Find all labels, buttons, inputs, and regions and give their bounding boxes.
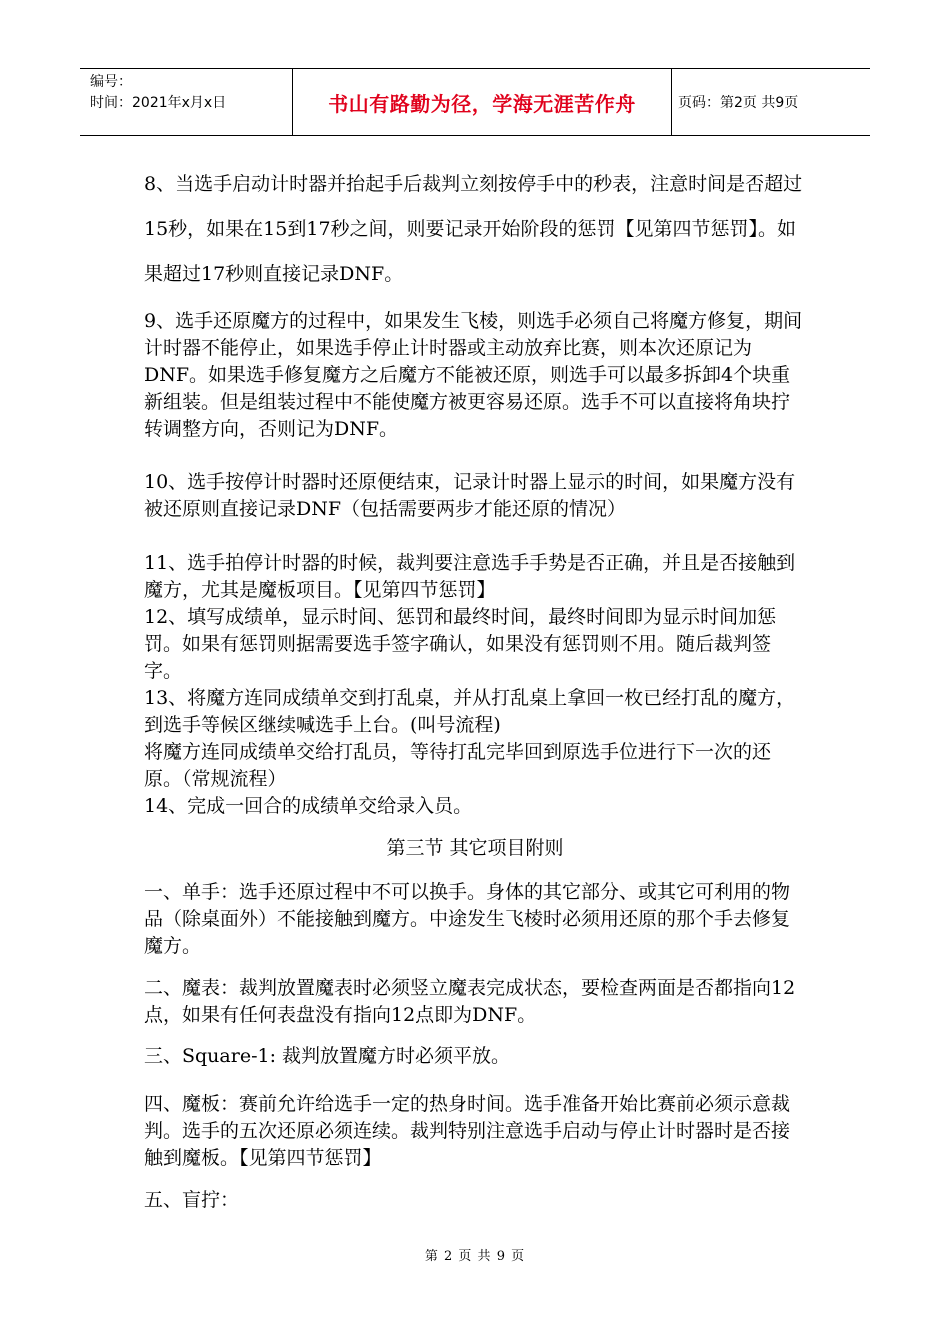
header-page-info: 页码：第2页 共9页 bbox=[678, 95, 799, 111]
rule-magic: 四、魔板：赛前允许给选手一定的热身时间。选手准备开始比赛前必须示意裁判。选手的五次还原必须连续。裁判特别注意选手启动与停止计时器时是否接触到魔板。【见第四节惩罚】 bbox=[144, 1093, 791, 1169]
paragraph-10: 10、选手按停计时器时还原便结束，记录计时器上显示的时间，如果魔方没有被还原则直接记录DNF（包括需要两步才能还原的情况） bbox=[144, 471, 796, 520]
header-meta bbox=[80, 69, 293, 135]
header-motto: 书山有路勤为径，学海无涯苦作舟 bbox=[293, 69, 672, 135]
rule-blindfolded: 五、盲拧： bbox=[144, 1189, 240, 1211]
page-header bbox=[80, 68, 870, 136]
paragraph-12: 12、填写成绩单，显示时间、惩罚和最终时间，最终时间即为显示时间加惩罚。如果有惩罚则据需要选手签字确认，如果没有惩罚则不用。随后裁判签字。 bbox=[144, 606, 777, 682]
rule-clock: 二、魔表：裁判放置魔表时必须竖立魔表完成状态，要检查两面是否都指向12点，如果有任何表盘没有指向12点即为DNF。 bbox=[144, 977, 796, 1026]
paragraph-9: 9、选手还原魔方的过程中，如果发生飞棱，则选手必须自己将魔方修复，期间计时器不能停止，如果选手停止计时器或主动放弃比赛，则本次还原记为DNF。如果选手修复魔方之后魔方不能被还原，则选手可以最多拆卸4个块重新组装。但是组装过程中不能使魔方被更容易还原。选手不可以直接将角块拧转调整方向，否则记为DNF。 bbox=[144, 310, 803, 440]
time-label: 时间：2021年x月x日 bbox=[90, 95, 227, 111]
rule-square1: 三、Square-1: 裁判放置魔方时必须平放。 bbox=[144, 1045, 511, 1067]
paragraph-11: 11、选手拍停计时器的时候，裁判要注意选手手势是否正确，并且是否接触到魔方，尤其是魔板项目。【见第四节惩罚】 bbox=[144, 552, 796, 601]
page-footer: 第 2 页 共 9 页 bbox=[424, 1249, 526, 1264]
paragraph-13-alt: 将魔方连同成绩单交给打乱员，等待打乱完毕回到原选手位进行下一次的还原。（常规流程） bbox=[144, 741, 772, 790]
number-label: 编号： bbox=[90, 74, 132, 90]
paragraph-8: 8、当选手启动计时器并抬起手后裁判立刻按停手中的秒表，注意时间是否超过15秒，如果在15到17秒之间，则要记录开始阶段的惩罚【见第四节惩罚】。如果超过17秒则直接记录DNF。 bbox=[144, 173, 803, 285]
rule-one-handed: 一、单手：选手还原过程中不可以换手。身体的其它部分、或其它可利用的物品（除桌面外）不能接触到魔方。中途发生飞棱时必须用还原的那个手去修复魔方。 bbox=[144, 881, 791, 957]
paragraph-13: 13、将魔方连同成绩单交到打乱桌，并从打乱桌上拿回一枚已经打乱的魔方，到选手等候区继续喊选手上台。(叫号流程) bbox=[144, 687, 796, 736]
section-title: 第三节 其它项目附则 bbox=[386, 837, 564, 859]
paragraph-14: 14、完成一回合的成绩单交给录入员。 bbox=[144, 795, 473, 817]
